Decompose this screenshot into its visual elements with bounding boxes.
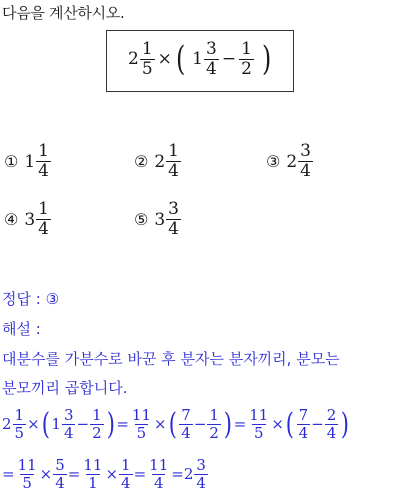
fraction: $\frac{1}{5}$ xyxy=(141,39,153,79)
choice-whole: 3 xyxy=(24,209,36,230)
explanation-line-1: 대분수를 가분수로 바꾼 후 분자는 분자끼리, 분모는 xyxy=(2,350,340,368)
question-expression xyxy=(128,38,273,79)
fraction: $\frac{3}{4}$ xyxy=(206,39,217,79)
choice-marker: ② xyxy=(134,152,149,171)
choice-whole: 2 xyxy=(154,151,166,172)
mixed-whole: 1 xyxy=(192,49,203,69)
choice-marker: ③ xyxy=(266,152,281,171)
question-instruction: 다음을 계산하시오. xyxy=(2,4,125,22)
choice-whole: 1 xyxy=(24,151,36,172)
solution-equation-1: 2 $\frac{1}{5}$ × ( 1 $\frac{3}{4}$ − $\frac{1}{2}$ ) = $\frac{11}{5}$ × ( $\frac{7}{4}$ − $\frac{1}{2}$ ) = $\frac{11}{5}$ × ( $\frac{7}{4}$ − $\frac{2}{4}$ ) xyxy=(2,406,350,442)
mixed-whole: 2 xyxy=(128,49,139,69)
choice-whole: 2 xyxy=(286,151,298,172)
choice-marker: ① xyxy=(4,152,19,171)
choice-marker: ⑤ xyxy=(134,210,149,229)
answer-label: 정답 : ③ xyxy=(2,290,60,308)
choice-5[interactable]: ⑤ 3 $\frac{3}{4}$ xyxy=(134,199,179,239)
left-paren: ( xyxy=(175,38,186,79)
fraction: $\frac{1}{2}$ xyxy=(241,39,252,79)
choice-whole: 3 xyxy=(154,209,166,230)
choice-3[interactable]: ③ 2 $\frac{3}{4}$ xyxy=(266,141,311,181)
explanation-line-2: 분모끼리 곱합니다. xyxy=(2,379,128,397)
times-sign: × xyxy=(157,49,172,69)
choice-4[interactable]: ④ 3 $\frac{1}{4}$ xyxy=(4,199,49,239)
choice-2[interactable]: ② 2 $\frac{1}{4}$ xyxy=(134,141,179,181)
explanation-label: 해설 : xyxy=(2,320,41,338)
right-paren: ) xyxy=(261,38,272,79)
solution-equation-2: = $\frac{11}{5}$ × $\frac{5}{4}$ = $\frac{11}{1}$ × $\frac{1}{4}$ = $\frac{11}{4}$ = 2 $\frac{3}{4}$ xyxy=(2,456,206,492)
choice-1[interactable]: ① 1 $\frac{1}{4}$ xyxy=(4,141,49,181)
minus-sign: − xyxy=(221,49,237,69)
choice-marker: ④ xyxy=(4,210,19,229)
